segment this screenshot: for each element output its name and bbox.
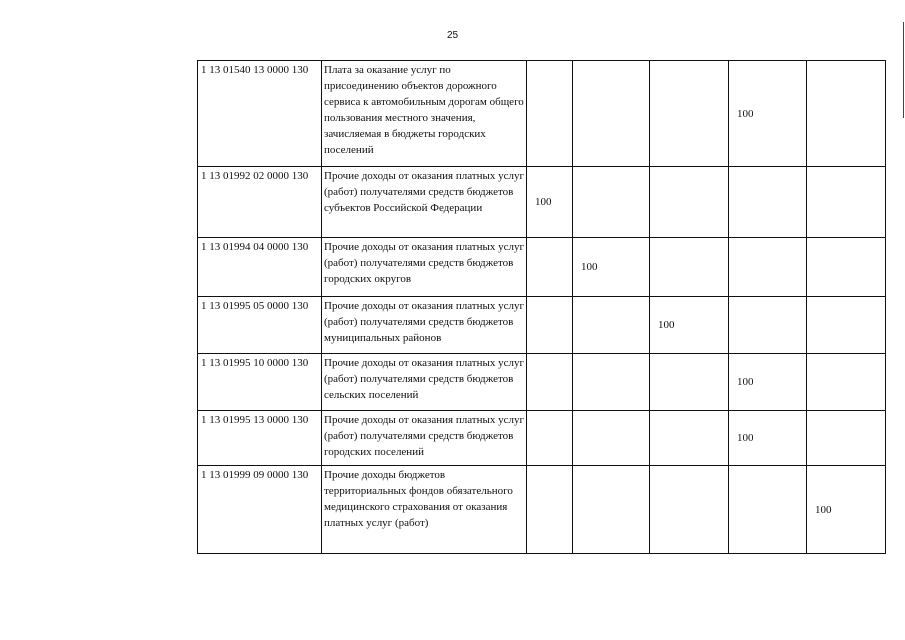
row-description: Прочие доходы от оказания платных услуг (работ) получателями средств бюджетов городских округов bbox=[322, 238, 527, 297]
value-cell: 100 bbox=[527, 167, 573, 238]
row-description: Прочие доходы от оказания платных услуг (работ) получателями средств бюджетов городских поселений bbox=[322, 411, 527, 466]
value-cell bbox=[650, 411, 729, 466]
table-row bbox=[198, 354, 886, 411]
value-cell: 100 bbox=[729, 411, 807, 466]
value-cell: 100 bbox=[573, 238, 650, 297]
table-row bbox=[198, 411, 886, 466]
value-cell bbox=[573, 297, 650, 354]
value-cell bbox=[527, 61, 573, 167]
table-row bbox=[198, 61, 886, 167]
row-code: 1 13 01995 10 0000 130 bbox=[198, 354, 322, 411]
row-description: Плата за оказание услуг по присоединению объектов дорожного сервиса к автомобильным дорогам общего пользования местного значения, зачисляемая в бюджеты городских поселений bbox=[322, 61, 527, 167]
value-cell bbox=[650, 61, 729, 167]
value-cell bbox=[807, 238, 886, 297]
value-cell bbox=[573, 354, 650, 411]
value-cell bbox=[527, 238, 573, 297]
value-cell: 100 bbox=[807, 466, 886, 554]
row-code: 1 13 01999 09 0000 130 bbox=[198, 466, 322, 554]
table-row bbox=[198, 297, 886, 354]
value-cell bbox=[573, 411, 650, 466]
value-cell bbox=[527, 411, 573, 466]
table-row bbox=[198, 238, 886, 297]
value-cell bbox=[807, 297, 886, 354]
row-code: 1 13 01992 02 0000 130 bbox=[198, 167, 322, 238]
value-cell bbox=[729, 238, 807, 297]
value-cell bbox=[729, 167, 807, 238]
row-code: 1 13 01540 13 0000 130 bbox=[198, 61, 322, 167]
value-cell bbox=[650, 238, 729, 297]
row-code: 1 13 01995 05 0000 130 bbox=[198, 297, 322, 354]
row-description: Прочие доходы от оказания платных услуг (работ) получателями средств бюджетов сельских поселений bbox=[322, 354, 527, 411]
value-cell bbox=[527, 297, 573, 354]
value-cell bbox=[807, 167, 886, 238]
row-code: 1 13 01994 04 0000 130 bbox=[198, 238, 322, 297]
value-cell bbox=[807, 354, 886, 411]
value-cell: 100 bbox=[650, 297, 729, 354]
revenue-table bbox=[197, 60, 886, 554]
value-cell bbox=[650, 167, 729, 238]
row-description: Прочие доходы от оказания платных услуг (работ) получателями средств бюджетов муниципальных районов bbox=[322, 297, 527, 354]
value-cell: 100 bbox=[729, 61, 807, 167]
value-cell bbox=[573, 466, 650, 554]
row-description: Прочие доходы от оказания платных услуг (работ) получателями средств бюджетов субъектов Российской Федерации bbox=[322, 167, 527, 238]
scan-edge-mark bbox=[903, 22, 904, 118]
value-cell bbox=[650, 354, 729, 411]
table-row bbox=[198, 167, 886, 238]
row-code: 1 13 01995 13 0000 130 bbox=[198, 411, 322, 466]
value-cell bbox=[729, 297, 807, 354]
table-row bbox=[198, 466, 886, 554]
page-number: 25 bbox=[446, 30, 459, 41]
value-cell bbox=[527, 354, 573, 411]
value-cell bbox=[573, 61, 650, 167]
value-cell bbox=[729, 466, 807, 554]
value-cell bbox=[527, 466, 573, 554]
value-cell bbox=[650, 466, 729, 554]
value-cell bbox=[807, 411, 886, 466]
value-cell: 100 bbox=[729, 354, 807, 411]
value-cell bbox=[807, 61, 886, 167]
row-description: Прочие доходы бюджетов территориальных фондов обязательного медицинского страхования от оказания платных услуг (работ) bbox=[322, 466, 527, 554]
value-cell bbox=[573, 167, 650, 238]
